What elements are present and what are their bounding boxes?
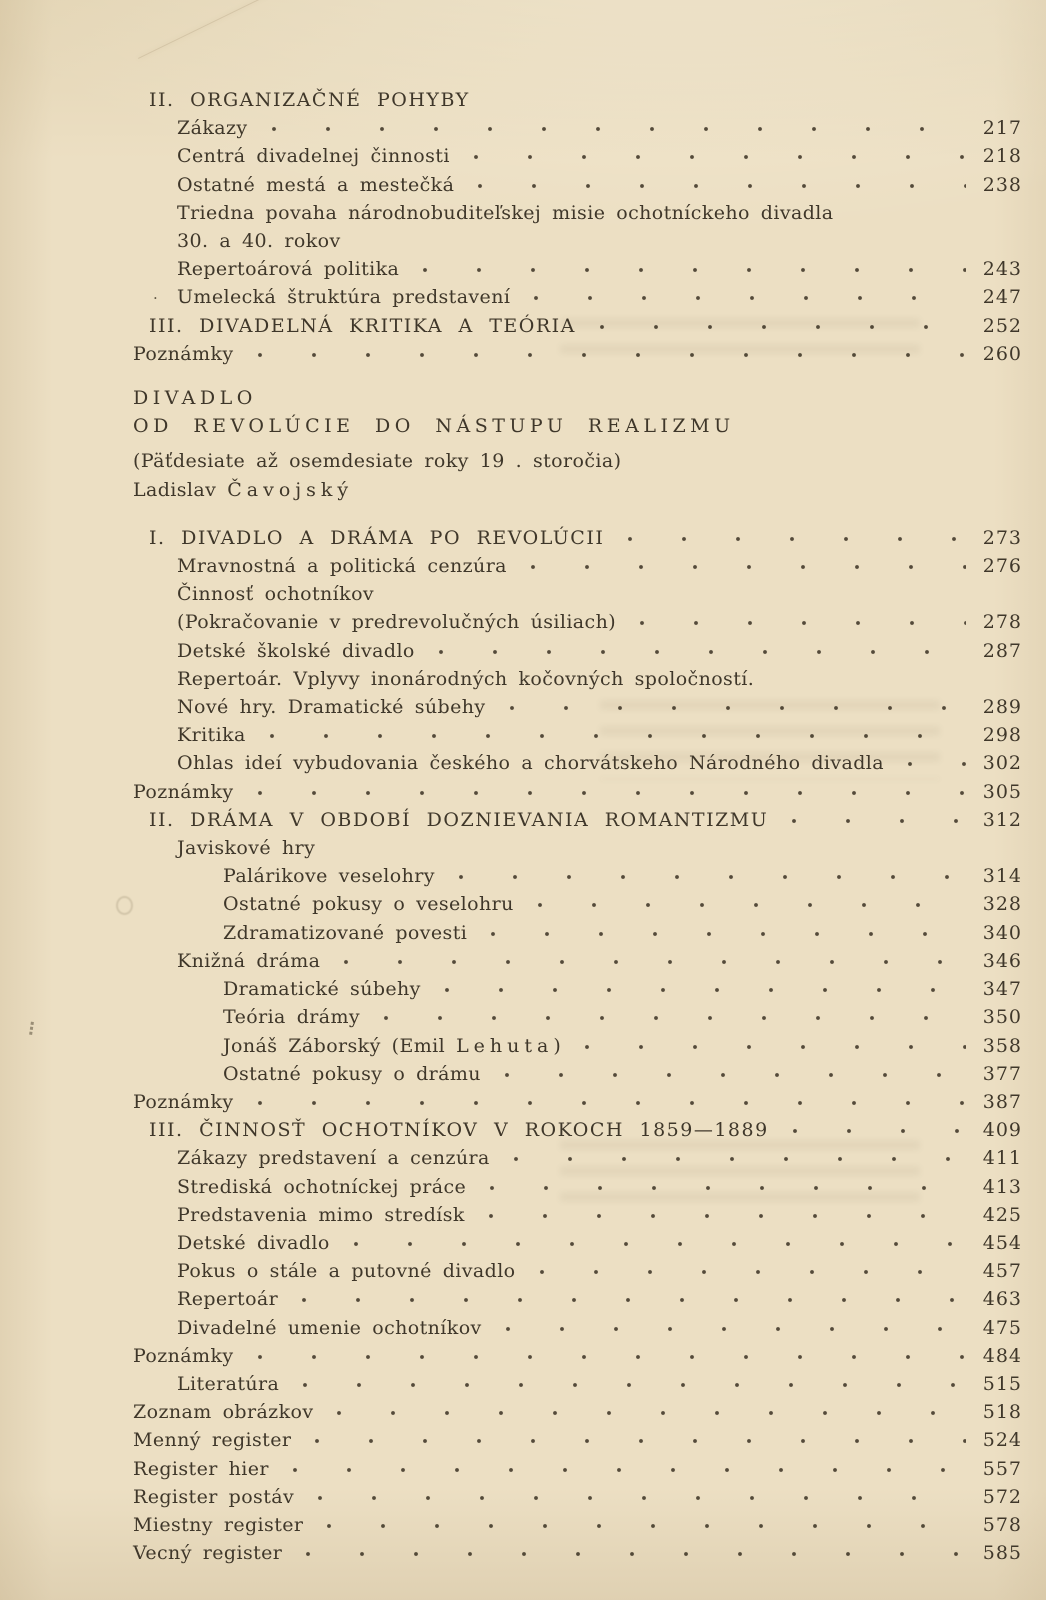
toc-row bbox=[133, 524, 1022, 552]
stray-dot-mark: · bbox=[153, 289, 159, 308]
dot-leader bbox=[525, 562, 966, 572]
dot-leader bbox=[297, 1380, 966, 1390]
toc-page-number: 278 bbox=[982, 611, 1022, 634]
toc-row bbox=[133, 114, 1022, 142]
dot-leader bbox=[528, 293, 966, 303]
toc-row bbox=[133, 171, 1022, 199]
toc-entry-label: Poznámky bbox=[133, 342, 234, 365]
toc-entry-label: (Pokračovanie v predrevolučných úsiliach) bbox=[177, 611, 617, 634]
toc-page-number: 312 bbox=[982, 808, 1022, 831]
dot-leader bbox=[252, 1098, 967, 1108]
toc-page-number: 387 bbox=[982, 1090, 1022, 1113]
toc-entry-label: III. ČINNOSŤ OCHOTNÍKOV V ROKOCH 1859—1889 bbox=[149, 1119, 769, 1142]
dot-leader bbox=[483, 1211, 966, 1221]
toc-row bbox=[133, 1511, 1022, 1539]
dot-leader bbox=[348, 1239, 966, 1249]
toc-page-number: 287 bbox=[982, 639, 1022, 662]
dot-leader bbox=[287, 1465, 966, 1475]
toc-entry-label: Poznámky bbox=[133, 780, 234, 803]
toc-entry-label: Detské školské divadlo bbox=[177, 639, 415, 662]
dot-leader bbox=[594, 322, 966, 332]
toc-page-number: 454 bbox=[982, 1231, 1022, 1254]
toc-entry-label: III. DIVADELNÁ KRITIKA A TEÓRIA bbox=[149, 314, 576, 337]
toc-entry-label: Knižná dráma bbox=[177, 949, 321, 972]
dot-leader bbox=[439, 985, 966, 995]
toc-row bbox=[133, 283, 1022, 311]
toc-page-number: 463 bbox=[982, 1288, 1022, 1311]
toc-row bbox=[133, 1426, 1022, 1454]
toc-entry-label: Vecný register bbox=[133, 1542, 283, 1565]
toc-entry-label: Menný register bbox=[133, 1429, 292, 1452]
toc-entry-label: Mravnostná a politická cenzúra bbox=[177, 555, 507, 578]
toc-entry-label: Činnosť ochotníkov bbox=[177, 583, 375, 606]
toc-entry-label: II. ORGANIZAČNÉ POHYBY bbox=[149, 89, 470, 111]
toc-entry-label: Zákazy bbox=[177, 117, 248, 140]
paper-crease-artifact bbox=[138, 0, 291, 59]
toc-page-number: 217 bbox=[982, 117, 1022, 140]
toc-page-number: 314 bbox=[982, 865, 1022, 888]
toc-row bbox=[133, 637, 1022, 665]
toc-page-number: 350 bbox=[982, 1006, 1022, 1029]
toc-row bbox=[133, 447, 1022, 475]
toc-entry-label: 30. a 40. rokov bbox=[177, 230, 341, 253]
toc-entry-label: OD REVOLÚCIE DO NÁSTUPU REALIZMU bbox=[133, 415, 735, 438]
toc-row bbox=[133, 255, 1022, 283]
toc-row bbox=[133, 1455, 1022, 1483]
toc-entry-label-segment: Ladislav bbox=[133, 478, 228, 501]
dot-leader bbox=[579, 1042, 966, 1052]
toc-entry-label: Predstavenia mimo stredísk bbox=[177, 1203, 465, 1226]
toc-entry-label-segment: Čavojský bbox=[227, 478, 354, 501]
dot-leader bbox=[266, 124, 966, 134]
toc-entry-label: Dramatické súbehy bbox=[223, 978, 421, 1001]
toc-entry-label: Repertoárová politika bbox=[177, 258, 400, 281]
toc-entry-label: Detské divadlo bbox=[177, 1231, 330, 1254]
toc-entry-label: Literatúra bbox=[177, 1372, 280, 1395]
dot-leader bbox=[378, 1013, 966, 1023]
toc-row bbox=[133, 1342, 1022, 1370]
toc-page-number: 289 bbox=[982, 696, 1022, 719]
toc-row bbox=[133, 919, 1022, 947]
toc-entry-label-segment: Lehuta bbox=[456, 1034, 554, 1057]
toc-row bbox=[133, 1060, 1022, 1088]
toc-row bbox=[133, 1539, 1022, 1567]
toc-entry-label: Poznámky bbox=[133, 1090, 234, 1113]
toc-page-number: 572 bbox=[982, 1485, 1022, 1508]
dot-leader bbox=[508, 1154, 966, 1164]
dot-leader bbox=[504, 703, 967, 713]
toc-page-number: 425 bbox=[982, 1203, 1022, 1226]
toc-entry-label: Teória drámy bbox=[223, 1006, 361, 1029]
dot-leader bbox=[321, 1521, 966, 1531]
toc-row bbox=[133, 1201, 1022, 1229]
toc-row bbox=[133, 834, 1022, 862]
dot-leader bbox=[634, 618, 966, 628]
toc-page-number: 298 bbox=[982, 724, 1022, 747]
toc-row bbox=[133, 1032, 1022, 1060]
dot-leader bbox=[252, 1352, 967, 1362]
toc-entry-label: Triedna povaha národnobuditeľskej misie ochotníckeho divadla bbox=[177, 201, 834, 224]
toc-entry-label: Poznámky bbox=[133, 1344, 234, 1367]
toc-row bbox=[133, 1003, 1022, 1031]
toc-entry-label: Pokus o stále a putovné divadlo bbox=[177, 1260, 516, 1283]
toc-page-number: 578 bbox=[982, 1513, 1022, 1536]
toc-entry-label: (Päťdesiate až osemdesiate roky 19 . storočia) bbox=[133, 450, 622, 473]
toc-entry-label: Register hier bbox=[133, 1457, 269, 1480]
toc-page-number: 252 bbox=[982, 314, 1022, 337]
toc-entry-label bbox=[223, 1032, 561, 1060]
toc-row bbox=[133, 665, 1022, 693]
toc-page-number: 346 bbox=[982, 949, 1022, 972]
toc-page-number: 518 bbox=[982, 1401, 1022, 1424]
margin-pencil-mark bbox=[29, 1022, 37, 1036]
dot-leader bbox=[417, 265, 966, 275]
toc-row bbox=[133, 552, 1022, 580]
dot-leader bbox=[338, 957, 966, 967]
toc-row bbox=[133, 890, 1022, 918]
toc-entry-label: Zdramatizované povesti bbox=[223, 921, 468, 944]
toc-row bbox=[133, 806, 1022, 834]
toc-page-number: 457 bbox=[982, 1260, 1022, 1283]
toc-row bbox=[133, 1144, 1022, 1172]
toc-row bbox=[133, 580, 1022, 608]
toc-page-number: 305 bbox=[982, 780, 1022, 803]
toc-entry-label-segment: ) bbox=[553, 1034, 562, 1057]
toc-page-number: 524 bbox=[982, 1429, 1022, 1452]
toc-entry-label: Divadelné umenie ochotníkov bbox=[177, 1316, 482, 1339]
toc-row bbox=[133, 1398, 1022, 1426]
toc-row bbox=[133, 1229, 1022, 1257]
dot-leader bbox=[252, 788, 967, 798]
toc-entry-label: Miestny register bbox=[133, 1513, 304, 1536]
toc-entry-label: Kritika bbox=[177, 724, 246, 747]
toc-row bbox=[133, 749, 1022, 777]
toc-row bbox=[133, 412, 1022, 440]
dot-leader bbox=[309, 1436, 966, 1446]
toc-row bbox=[133, 862, 1022, 890]
toc-page-number: 243 bbox=[982, 258, 1022, 281]
dot-leader bbox=[433, 647, 966, 657]
toc-entry-label: Zoznam obrázkov bbox=[133, 1401, 314, 1424]
toc-page-number: 475 bbox=[982, 1316, 1022, 1339]
dot-leader bbox=[252, 350, 967, 360]
dot-leader bbox=[484, 1183, 966, 1193]
toc-page-number: 328 bbox=[982, 893, 1022, 916]
toc-row bbox=[133, 1370, 1022, 1398]
dot-leader bbox=[622, 534, 966, 544]
toc-row bbox=[133, 608, 1022, 636]
toc-entry-label: Ohlas ideí vybudovania českého a chorvátskeho Národného divadla bbox=[177, 752, 885, 775]
toc-entry-label: Strediská ochotníckej práce bbox=[177, 1175, 467, 1198]
toc-entry-label: Ostatné pokusy o veselohru bbox=[223, 893, 514, 916]
toc-entry-label: Repertoár. Vplyvy inonárodných kočovných spoločností. bbox=[177, 667, 755, 690]
dot-leader bbox=[453, 872, 966, 882]
toc-page-number: 273 bbox=[982, 526, 1022, 549]
toc-row bbox=[133, 721, 1022, 749]
toc-entry-label: II. DRÁMA V OBDOBÍ DOZNIEVANIA ROMANTIZMU bbox=[149, 808, 769, 831]
dot-leader bbox=[264, 731, 966, 741]
toc-entry-label: Centrá divadelnej činnosti bbox=[177, 145, 450, 168]
toc-entry-label: Javiskové hry bbox=[177, 837, 316, 860]
toc-row bbox=[133, 778, 1022, 806]
toc-row bbox=[133, 312, 1022, 340]
toc-page-number: 347 bbox=[982, 978, 1022, 1001]
toc-entry-label: DIVADLO bbox=[133, 387, 257, 410]
toc-row bbox=[133, 199, 1022, 227]
toc-row bbox=[133, 476, 1022, 504]
toc-row bbox=[133, 340, 1022, 368]
table-of-contents bbox=[133, 86, 1022, 1567]
dot-leader bbox=[534, 1267, 966, 1277]
dot-leader bbox=[300, 1549, 966, 1559]
dot-leader bbox=[296, 1295, 966, 1305]
toc-row bbox=[133, 1257, 1022, 1285]
toc-row bbox=[133, 1483, 1022, 1511]
toc-entry-label: Register postáv bbox=[133, 1485, 295, 1508]
toc-row bbox=[133, 384, 1022, 412]
dot-leader bbox=[331, 1408, 966, 1418]
dot-leader bbox=[787, 1126, 966, 1136]
toc-entry-label: Ostatné mestá a mestečká bbox=[177, 173, 455, 196]
toc-page-number: 276 bbox=[982, 555, 1022, 578]
toc-page-number: 411 bbox=[982, 1147, 1022, 1170]
toc-row bbox=[133, 1173, 1022, 1201]
dot-leader bbox=[468, 152, 966, 162]
toc-page-number: 557 bbox=[982, 1457, 1022, 1480]
dot-leader bbox=[902, 759, 966, 769]
toc-entry-label: Nové hry. Dramatické súbehy bbox=[177, 696, 486, 719]
toc-entry-label: Palárikove veselohry bbox=[223, 865, 435, 888]
dot-leader bbox=[312, 1493, 966, 1503]
toc-page-number: 484 bbox=[982, 1344, 1022, 1367]
dot-leader bbox=[485, 929, 966, 939]
toc-entry-label: Repertoár bbox=[177, 1288, 279, 1311]
toc-row bbox=[133, 86, 1022, 114]
toc-page-number: 218 bbox=[982, 145, 1022, 168]
toc-row bbox=[133, 693, 1022, 721]
toc-entry-label: Umelecká štruktúra predstavení bbox=[177, 286, 511, 309]
toc-row bbox=[133, 1088, 1022, 1116]
toc-row bbox=[133, 142, 1022, 170]
toc-page-number: 585 bbox=[982, 1542, 1022, 1565]
dot-leader bbox=[500, 1324, 966, 1334]
toc-page-number: 238 bbox=[982, 173, 1022, 196]
dot-leader bbox=[532, 900, 966, 910]
dot-leader bbox=[499, 1070, 966, 1080]
toc-page-number: 247 bbox=[982, 286, 1022, 309]
toc-row bbox=[133, 975, 1022, 1003]
toc-row bbox=[133, 1285, 1022, 1313]
toc-entry-label-segment: Jonáš Záborský (Emil bbox=[223, 1034, 457, 1057]
dot-leader bbox=[786, 816, 966, 826]
toc-page-number: 340 bbox=[982, 921, 1022, 944]
ink-smudge-artifact bbox=[116, 896, 133, 915]
toc-entry-label bbox=[133, 476, 353, 504]
toc-entry-label: Zákazy predstavení a cenzúra bbox=[177, 1147, 490, 1170]
toc-page-number: 409 bbox=[982, 1119, 1022, 1142]
toc-entry-label: I. DIVADLO A DRÁMA PO REVOLÚCII bbox=[149, 526, 605, 549]
toc-page-number: 302 bbox=[982, 752, 1022, 775]
dot-leader bbox=[472, 181, 966, 191]
toc-row bbox=[133, 1116, 1022, 1144]
toc-row bbox=[133, 227, 1022, 255]
toc-page-number: 358 bbox=[982, 1034, 1022, 1057]
toc-entry-label: Ostatné pokusy o drámu bbox=[223, 1062, 481, 1085]
toc-row bbox=[133, 1314, 1022, 1342]
toc-page-number: 377 bbox=[982, 1062, 1022, 1085]
toc-page-number: 413 bbox=[982, 1175, 1022, 1198]
toc-row bbox=[133, 947, 1022, 975]
toc-page-number: 260 bbox=[982, 342, 1022, 365]
toc-page-number: 515 bbox=[982, 1372, 1022, 1395]
